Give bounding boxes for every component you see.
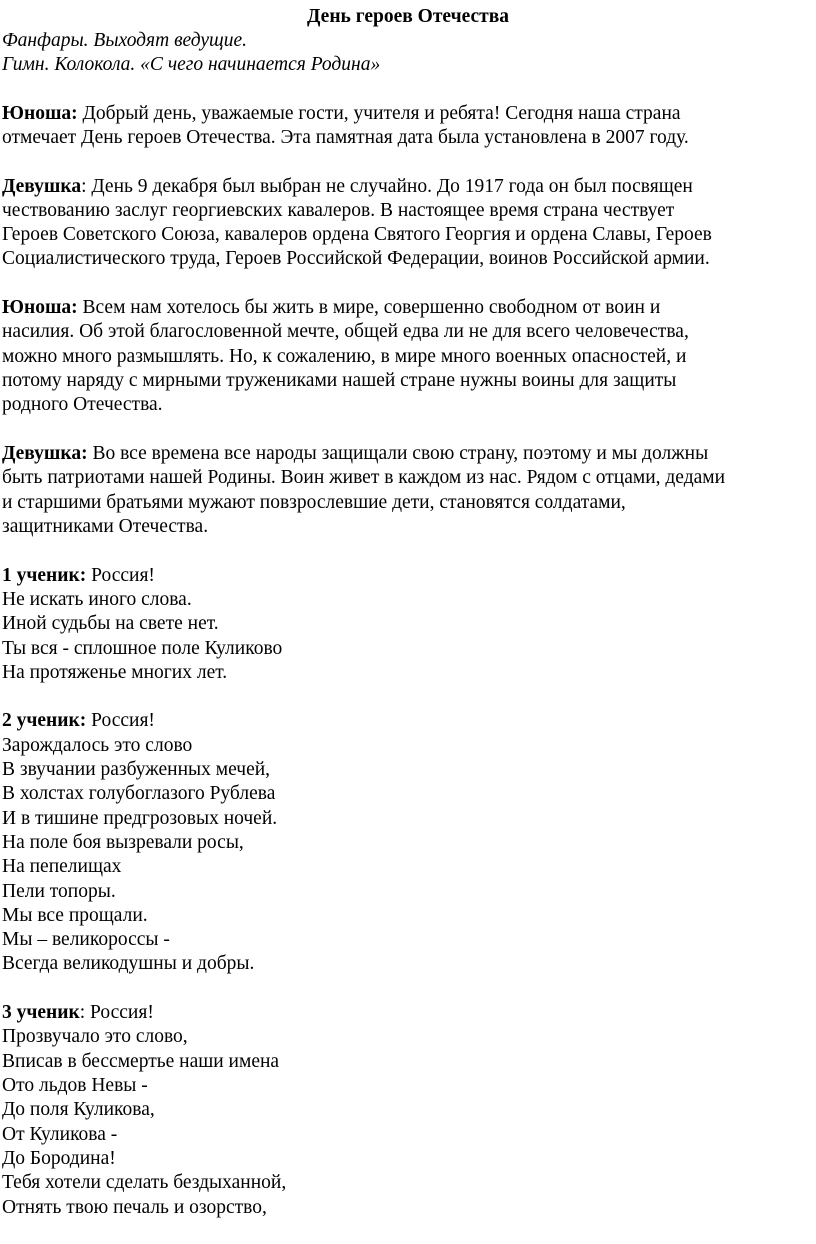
text-line: Иной судьбы на свете нет. xyxy=(2,613,219,635)
speaker-name: 2 ученик: xyxy=(2,710,87,732)
speaker-paragraph xyxy=(2,709,814,976)
text-line: Мы все прощали. xyxy=(2,904,148,926)
line-text: Всем нам хотелось бы жить в мире, совершенно свободном от воин и xyxy=(77,297,661,319)
text-line: Всегда великодушны и добры. xyxy=(2,953,255,975)
text-line: И в тишине предгрозовых ночей. xyxy=(2,807,278,829)
line-text: Во все времена все народы защищали свою страну, поэтому и мы должны xyxy=(87,443,709,465)
speaker-paragraph xyxy=(2,175,814,272)
text-line: В холстах голубоглазого Рублева xyxy=(2,783,276,805)
line-text: : Россия! xyxy=(79,1002,154,1024)
text-line: В звучании разбуженных мечей, xyxy=(2,759,271,781)
text-line: насилия. Об этой благословенной мечте, общей едва ли не для всего человечества, xyxy=(2,321,689,343)
text-line: Ото льдов Невы - xyxy=(2,1075,148,1097)
text-line: До поля Куликова, xyxy=(2,1099,155,1121)
line-text: Добрый день, уважаемые гости, учителя и ребята! Сегодня наша страна xyxy=(77,102,681,124)
text-line xyxy=(2,442,814,466)
text-line: На поле боя вызревали росы, xyxy=(2,831,244,853)
text-line: потому наряду с мирными тружениками нашей стране нужны воины для защиты xyxy=(2,370,677,392)
speaker-paragraph xyxy=(2,102,814,151)
text-line: Социалистического труда, Героев Российской Федерации, воинов Российской армии. xyxy=(2,248,710,270)
stage-direction: Гимн. Колокола. «С чего начинается Родина» xyxy=(2,54,381,76)
text-line: отмечает День героев Отечества. Эта памятная дата была установлена в 2007 году. xyxy=(2,126,689,148)
text-line: Мы – великороссы - xyxy=(2,929,170,951)
speaker-name: Юноша: xyxy=(2,102,78,124)
stage-directions xyxy=(2,29,814,78)
speaker-paragraph xyxy=(2,1001,814,1220)
text-line xyxy=(2,1001,814,1025)
text-line: можно много размышлять. Но, к сожалению, в мире много военных опасностей, и xyxy=(2,345,687,367)
text-line: Тебя хотели сделать бездыханной, xyxy=(2,1172,287,1194)
stage-direction: Фанфары. Выходят ведущие. xyxy=(2,30,247,51)
text-line: Отнять твою печаль и озорство, xyxy=(2,1196,267,1218)
line-text: Россия! xyxy=(86,564,155,586)
text-line xyxy=(2,175,814,199)
line-text: Россия! xyxy=(86,710,155,732)
text-line xyxy=(2,709,814,733)
text-line: Зарождалось это слово xyxy=(2,734,193,756)
text-line xyxy=(2,564,814,588)
text-line: и старшими братьями мужают повзрослевшие дети, становятся солдатами, xyxy=(2,491,626,513)
text-line xyxy=(2,102,814,126)
speaker-name: 3 ученик xyxy=(2,1002,80,1024)
text-line: От Куликова - xyxy=(2,1123,118,1145)
text-line: чествованию заслуг георгиевских кавалеров. В настоящее время страна чествует xyxy=(2,199,675,221)
text-line: Прозвучало это слово, xyxy=(2,1026,188,1048)
speaker-paragraph xyxy=(2,296,814,417)
text-line: На пепелищах xyxy=(2,856,122,878)
text-line: родного Отечества. xyxy=(2,394,163,416)
speaker-name: Девушка: xyxy=(2,443,88,465)
text-line: быть патриотами нашей Родины. Воин живет в каждом из нас. Рядом с отцами, дедами xyxy=(2,467,726,489)
line-text: : День 9 декабря был выбран не случайно. До 1917 года он был посвящен xyxy=(81,175,693,197)
speaker-name: Юноша: xyxy=(2,297,78,319)
text-line: Ты вся - сплошное поле Куликово xyxy=(2,637,283,659)
speaker-name: Девушка xyxy=(2,175,82,197)
speaker-paragraph xyxy=(2,442,814,539)
text-line xyxy=(2,296,814,320)
document-page xyxy=(0,5,816,1244)
speaker-name: 1 ученик: xyxy=(2,564,87,586)
text-line: Героев Советского Союза, кавалеров ордена Святого Георгия и ордена Славы, Героев xyxy=(2,224,712,246)
document-title: День героев Отечества xyxy=(307,6,509,27)
text-line: защитниками Отечества. xyxy=(2,515,209,537)
text-line: Не искать иного слова. xyxy=(2,588,192,610)
text-line: На протяженье многих лет. xyxy=(2,661,228,683)
speaker-paragraph xyxy=(2,564,814,685)
text-line: Пели топоры. xyxy=(2,880,116,902)
text-line: До Бородина! xyxy=(2,1147,116,1169)
text-line: Вписав в бессмертье наши имена xyxy=(2,1050,280,1072)
script-body xyxy=(2,102,814,1220)
